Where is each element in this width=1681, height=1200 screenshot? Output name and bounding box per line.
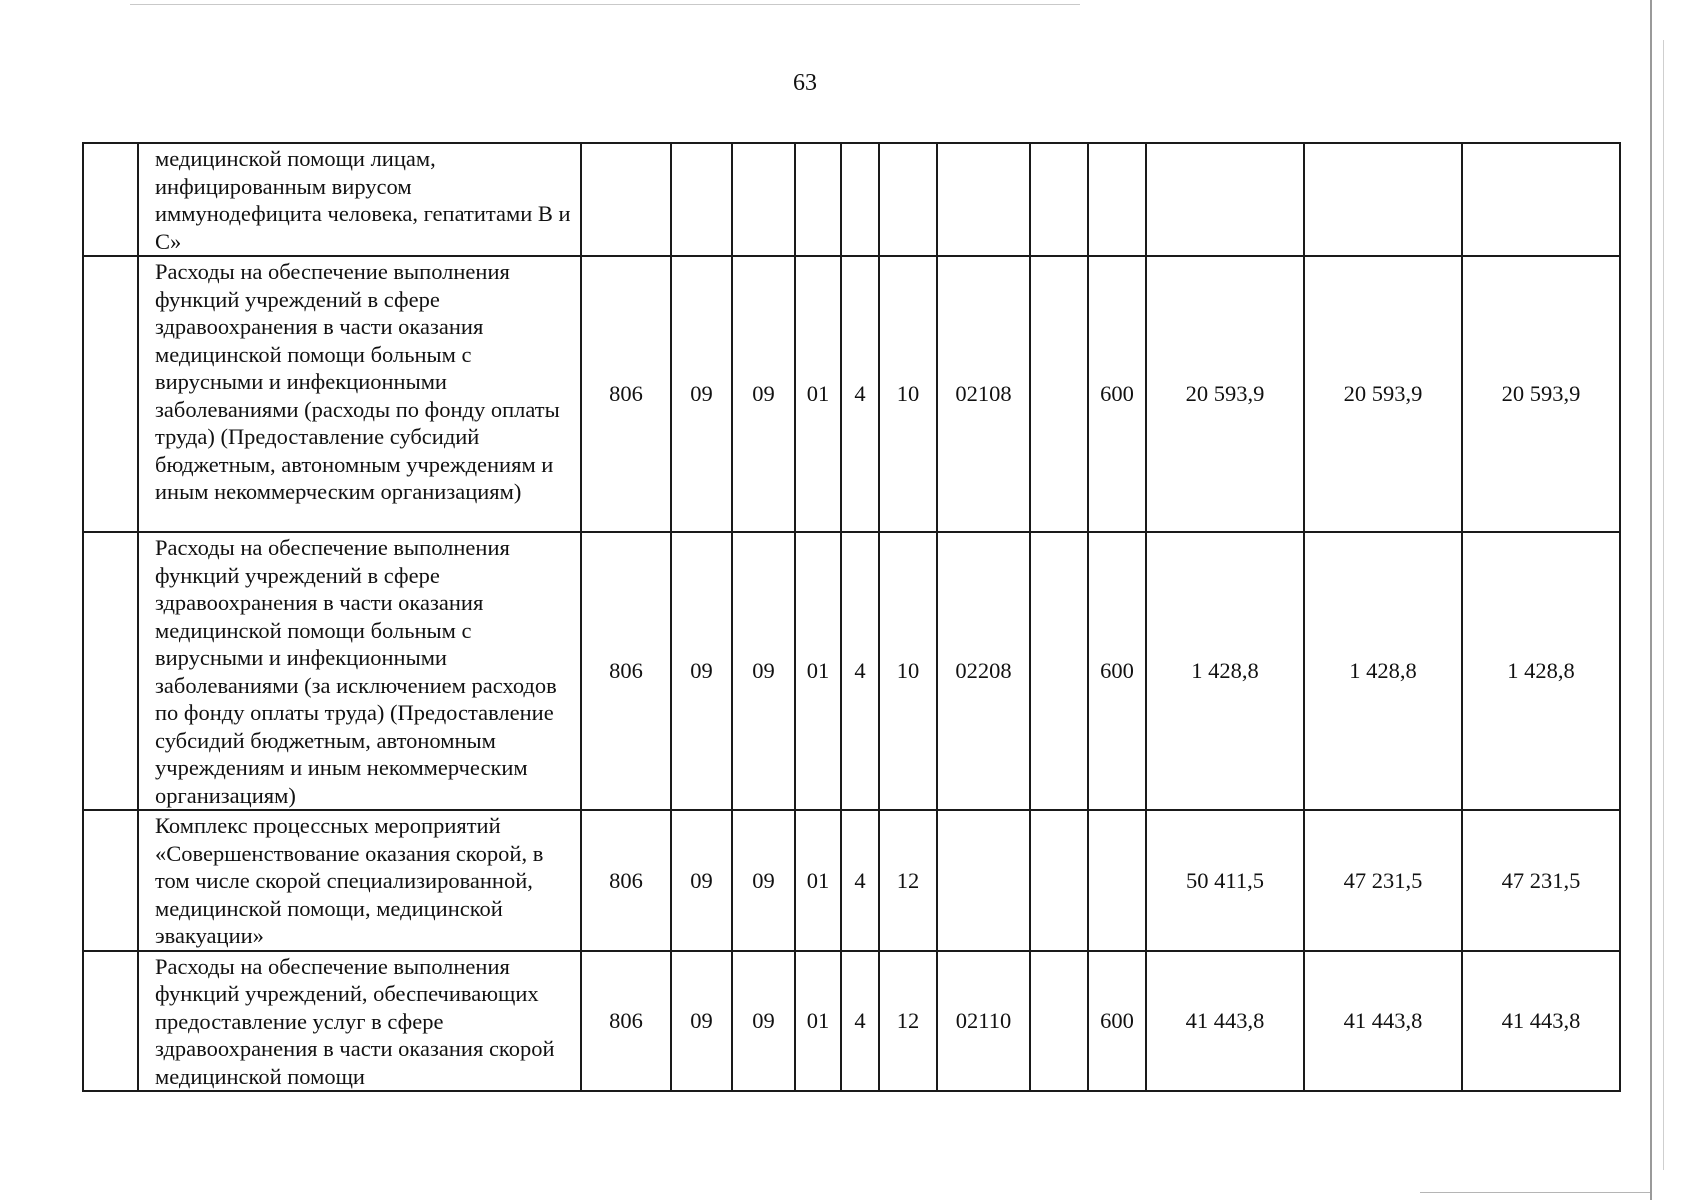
subsection-code-cell: 09 (732, 810, 795, 951)
expense-direction-cell (937, 143, 1030, 256)
program-code-cell: 01 (795, 256, 841, 532)
structure-element-cell (879, 143, 937, 256)
amount-year-3-cell (1462, 143, 1620, 256)
program-code-cell: 01 (795, 810, 841, 951)
program-code-cell: 01 (795, 532, 841, 810)
scan-artifact-line (130, 4, 1080, 5)
empty-code-cell (1030, 532, 1088, 810)
structure-element-cell: 12 (879, 810, 937, 951)
expense-direction-cell: 02110 (937, 951, 1030, 1092)
structure-element-cell: 10 (879, 256, 937, 532)
amount-year-2-cell: 41 443,8 (1304, 951, 1462, 1092)
amount-year-2-cell: 20 593,9 (1304, 256, 1462, 532)
structure-element-cell: 10 (879, 532, 937, 810)
description-cell: Комплекс процессных мероприятий «Совершенствование оказания скорой, в том числе скорой специализированной, медицинской помощи, медицинской эвакуации» (138, 810, 581, 951)
row-number-cell (83, 532, 138, 810)
page-number: 63 (793, 70, 817, 96)
scan-artifact-line (1420, 1192, 1650, 1193)
empty-code-cell (1030, 256, 1088, 532)
amount-year-1-cell: 20 593,9 (1146, 256, 1304, 532)
expense-type-cell: 600 (1088, 951, 1146, 1092)
ministry-code-cell: 806 (581, 532, 671, 810)
amount-year-1-cell: 50 411,5 (1146, 810, 1304, 951)
program-type-cell: 4 (841, 532, 879, 810)
expense-type-cell: 600 (1088, 532, 1146, 810)
table-row (83, 143, 1620, 256)
program-type-cell: 4 (841, 951, 879, 1092)
amount-year-1-cell (1146, 143, 1304, 256)
expense-type-cell (1088, 143, 1146, 256)
amount-year-3-cell: 1 428,8 (1462, 532, 1620, 810)
subsection-code-cell: 09 (732, 256, 795, 532)
amount-year-2-cell: 47 231,5 (1304, 810, 1462, 951)
subsection-code-cell: 09 (732, 951, 795, 1092)
program-type-cell: 4 (841, 810, 879, 951)
amount-year-1-cell: 41 443,8 (1146, 951, 1304, 1092)
ministry-code-cell: 806 (581, 256, 671, 532)
ministry-code-cell: 806 (581, 810, 671, 951)
section-code-cell: 09 (671, 532, 732, 810)
table-row (83, 951, 1620, 1092)
description-cell: Расходы на обеспечение выполнения функций учреждений в сфере здравоохранения в части оказания медицинской помощи больным с вирусными и инфекционными заболеваниями (за исключением расходов по фонду оплаты труда) (Предоставление субсидий бюджетным, автономным учреждениям и иным некоммерческим организациям) (138, 532, 581, 810)
subsection-code-cell (732, 143, 795, 256)
ministry-code-cell (581, 143, 671, 256)
empty-code-cell (1030, 951, 1088, 1092)
table-row (83, 810, 1620, 951)
ministry-code-cell: 806 (581, 951, 671, 1092)
expense-direction-cell: 02208 (937, 532, 1030, 810)
description-cell: Расходы на обеспечение выполнения функций учреждений в сфере здравоохранения в части оказания медицинской помощи больным с вирусными и инфекционными заболеваниями (расходы по фонду оплаты труда) (Предоставление субсидий бюджетным, автономным учреждениям и иным некоммерческим организациям) (138, 256, 581, 532)
scan-edge (1663, 40, 1664, 1170)
row-number-cell (83, 143, 138, 256)
section-code-cell: 09 (671, 951, 732, 1092)
amount-year-2-cell: 1 428,8 (1304, 532, 1462, 810)
empty-code-cell (1030, 810, 1088, 951)
program-code-cell (795, 143, 841, 256)
scan-edge (1650, 0, 1652, 1200)
expense-direction-cell: 02108 (937, 256, 1030, 532)
table-row (83, 256, 1620, 532)
section-code-cell (671, 143, 732, 256)
amount-year-1-cell: 1 428,8 (1146, 532, 1304, 810)
section-code-cell: 09 (671, 810, 732, 951)
program-code-cell: 01 (795, 951, 841, 1092)
expense-type-cell: 600 (1088, 256, 1146, 532)
row-number-cell (83, 256, 138, 532)
structure-element-cell: 12 (879, 951, 937, 1092)
row-number-cell (83, 810, 138, 951)
amount-year-3-cell: 20 593,9 (1462, 256, 1620, 532)
program-type-cell (841, 143, 879, 256)
description-cell: медицинской помощи лицам, инфицированным вирусом иммунодефицита человека, гепатитами В и С» (138, 143, 581, 256)
expense-direction-cell (937, 810, 1030, 951)
subsection-code-cell: 09 (732, 532, 795, 810)
row-number-cell (83, 951, 138, 1092)
budget-table (82, 142, 1621, 1092)
program-type-cell: 4 (841, 256, 879, 532)
amount-year-2-cell (1304, 143, 1462, 256)
empty-code-cell (1030, 143, 1088, 256)
description-cell: Расходы на обеспечение выполнения функций учреждений, обеспечивающих предоставление услуг в сфере здравоохранения в части оказания скорой медицинской помощи (138, 951, 581, 1092)
amount-year-3-cell: 41 443,8 (1462, 951, 1620, 1092)
amount-year-3-cell: 47 231,5 (1462, 810, 1620, 951)
table-row (83, 532, 1620, 810)
section-code-cell: 09 (671, 256, 732, 532)
expense-type-cell (1088, 810, 1146, 951)
